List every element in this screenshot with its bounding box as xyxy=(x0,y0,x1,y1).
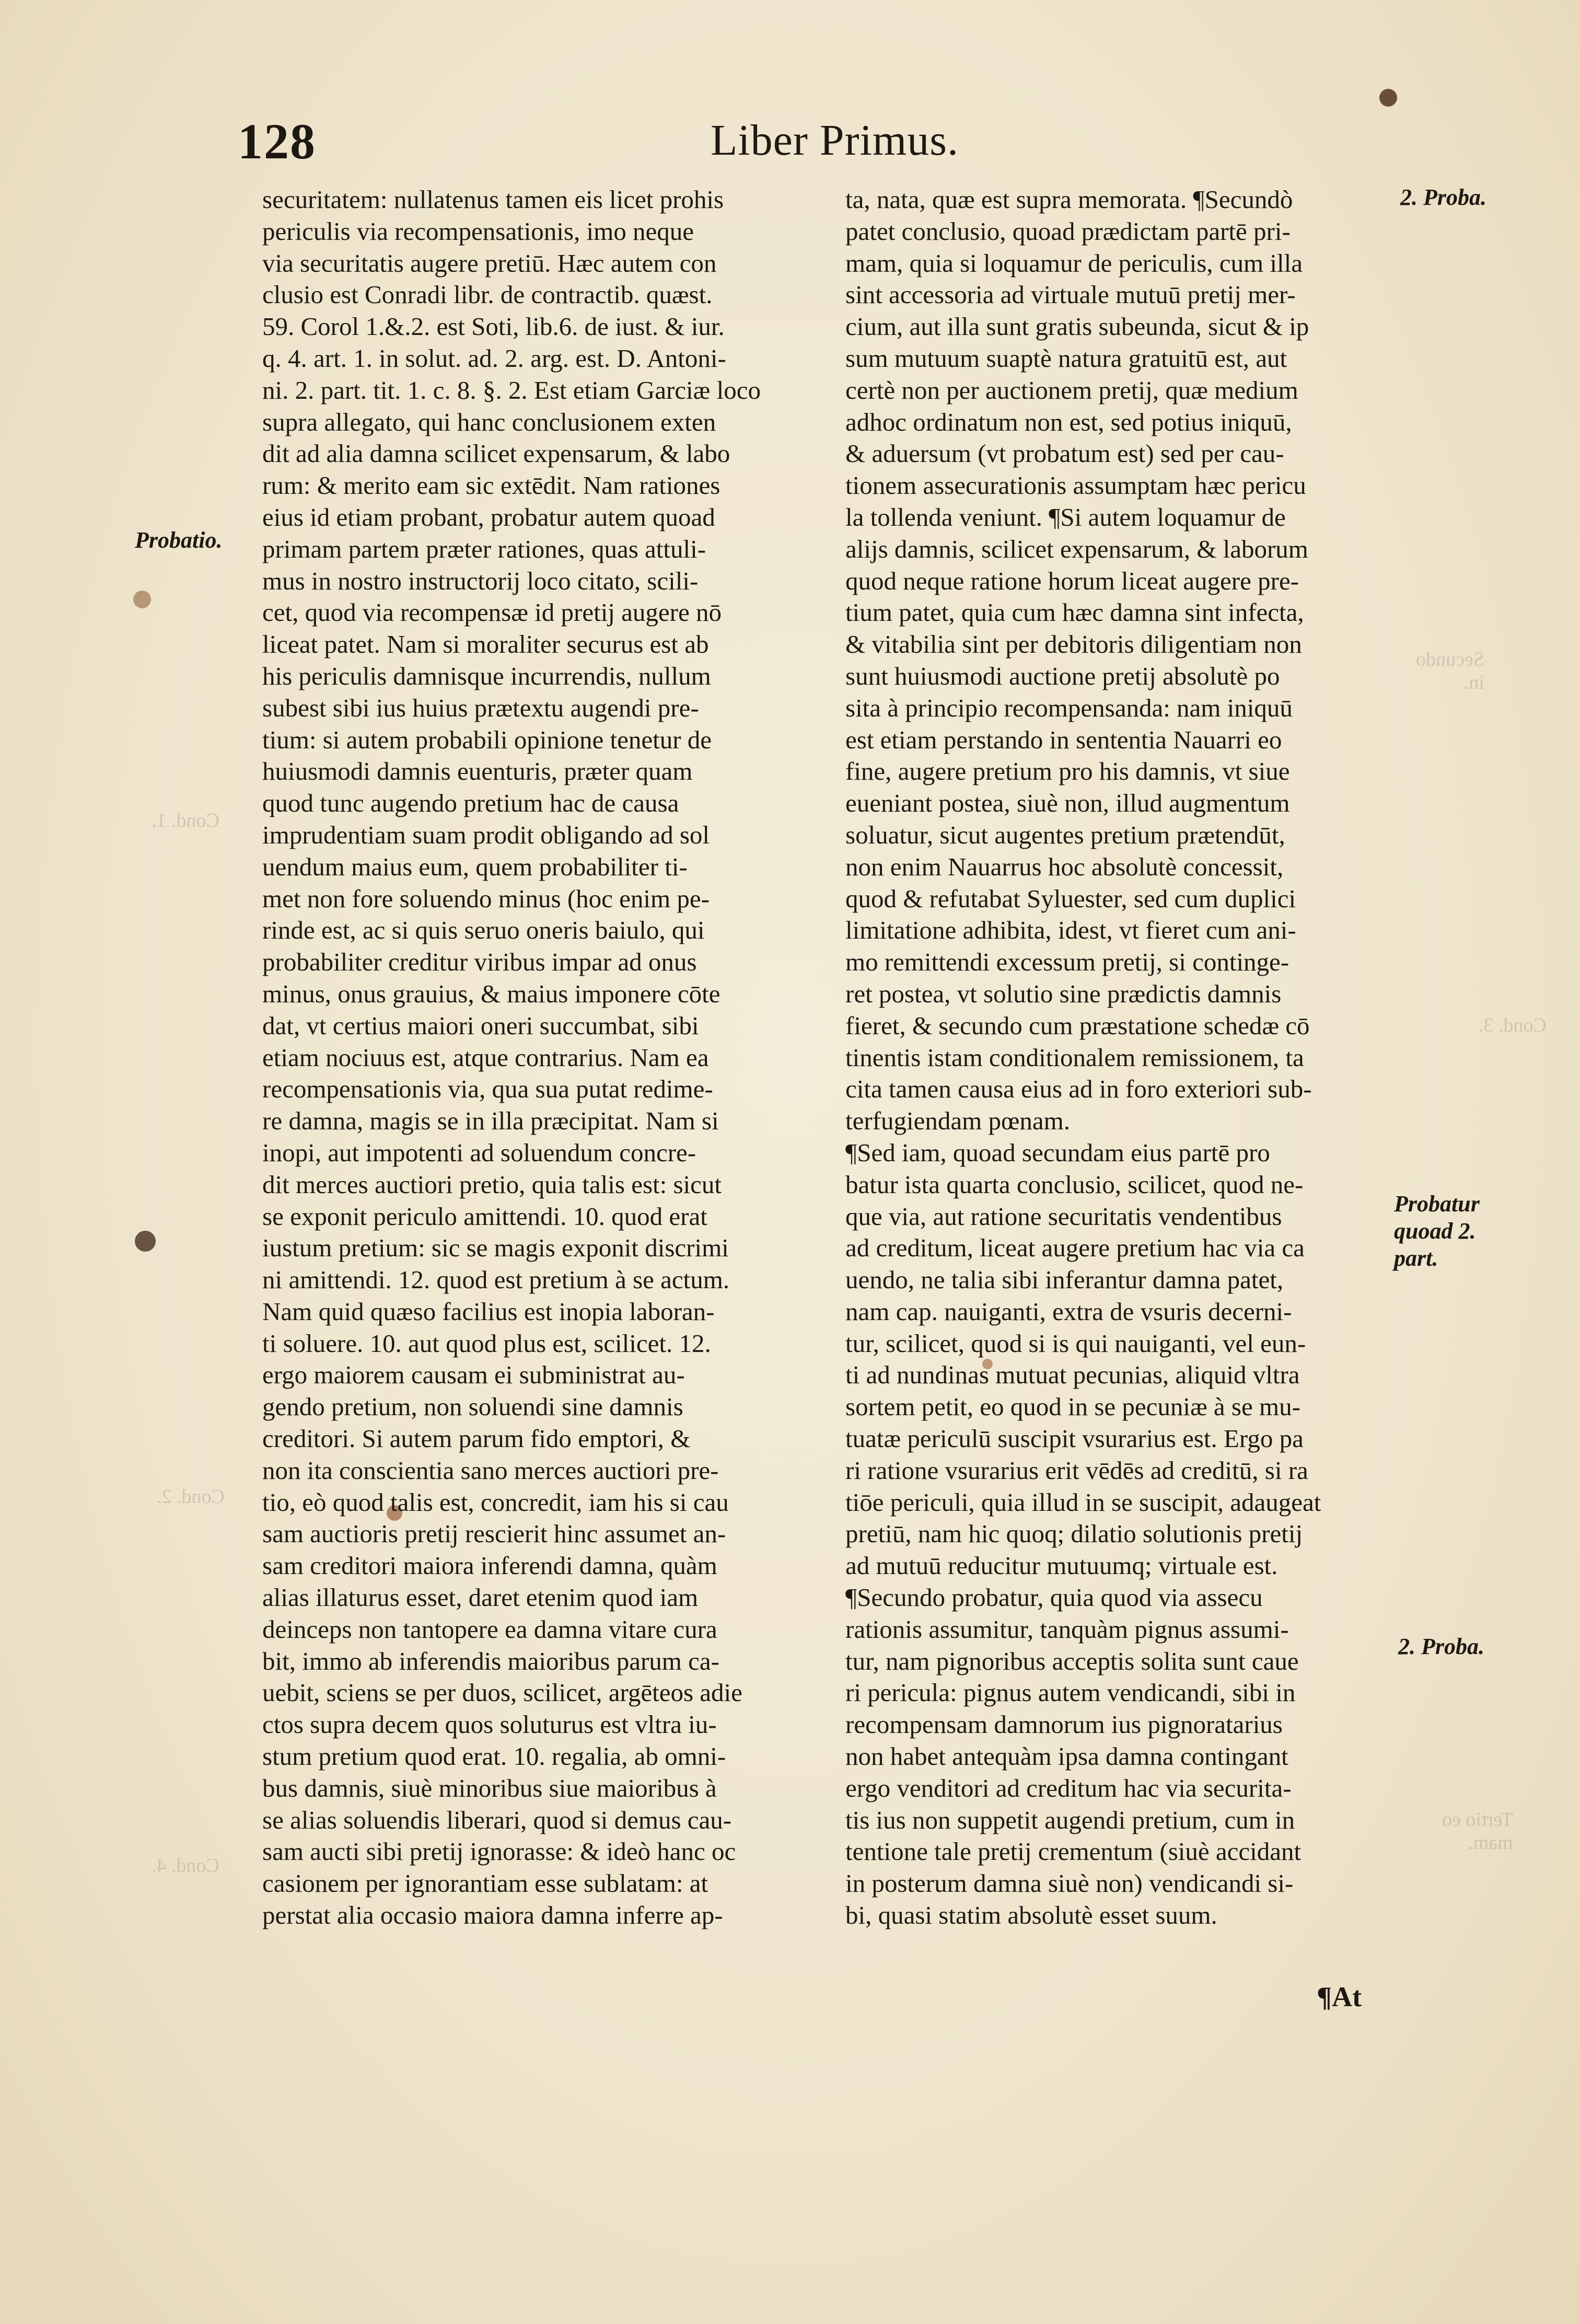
text-line: mus in nostro instructorij loco citato, scili- xyxy=(262,566,699,595)
text-line: se alias soluendis liberari, quod si demus cau- xyxy=(262,1805,732,1834)
text-line: re damna, magis se in illa præcipitat. Nam si xyxy=(262,1106,719,1136)
text-line: sam creditori maiora inferendi damna, quàm xyxy=(262,1551,717,1580)
text-line: est etiam perstando in sententia Nauarri eo xyxy=(845,725,1282,754)
text-line: tio, eò quod talis est, concredit, iam his si cau xyxy=(262,1487,729,1517)
text-line: inopi, aut impotenti ad soluendum concre- xyxy=(262,1138,696,1167)
text-line: ri pericula: pignus autem vendicandi, sibi in xyxy=(845,1678,1296,1707)
text-line: terfugiendam pœnam. xyxy=(845,1106,1070,1136)
text-line: pretiū, nam hic quoq; dilatio solutionis pretij xyxy=(845,1519,1303,1548)
text-line: tis ius non suppetit augendi pretium, cum in xyxy=(845,1805,1295,1834)
text-line: quod neque ratione horum liceat augere pre- xyxy=(845,566,1299,595)
text-line: non enim Nauarrus hoc absolutè concessit, xyxy=(845,852,1284,881)
text-line: deinceps non tantopere ea damna vitare cura xyxy=(262,1614,717,1644)
text-line: & aduersum (vt probatum est) sed per cau- xyxy=(845,439,1284,468)
text-line: sortem petit, eo quod in se pecuniæ à se mu- xyxy=(845,1392,1300,1421)
text-line: dit ad alia damna scilicet expensarum, & labo xyxy=(262,439,730,468)
left-text-column xyxy=(262,184,806,1932)
text-line: tium: si autem probabili opinione tenetur de xyxy=(262,725,712,754)
text-line: dit merces auctiori pretio, quia talis est: sicut xyxy=(262,1170,722,1199)
text-line: tuatæ periculū suscipit vsurarius est. Ergo pa xyxy=(845,1424,1304,1453)
text-line: ergo venditori ad creditum hac via securita- xyxy=(845,1773,1292,1802)
text-line: eueniant postea, siuè non, illud augmentum xyxy=(845,789,1290,818)
text-line: ad mutuū reducitur mutuumq; virtuale est. xyxy=(845,1551,1278,1580)
text-line: tionem assecurationis assumptam hæc pericu xyxy=(845,471,1306,500)
text-line: bi, quasi statim absolutè esset suum. xyxy=(845,1901,1217,1930)
text-line: la tollenda veniunt. ¶Si autem loquamur de xyxy=(845,502,1286,531)
text-line: non habet antequàm ipsa damna contingant xyxy=(845,1742,1288,1771)
text-line: liceat patet. Nam si moraliter securus est ab xyxy=(262,630,709,659)
text-line: subest sibi ius huius prætextu augendi pre- xyxy=(262,693,699,722)
text-line: iustum pretium: sic se magis exponit discrimi xyxy=(262,1233,729,1263)
text-line: clusio est Conradi libr. de contractib. quæst. xyxy=(262,280,713,309)
text-line: ¶Secundo probatur, quia quod via assecu xyxy=(845,1583,1263,1612)
text-line: nam cap. nauiganti, extra de vsuris decerni- xyxy=(845,1297,1292,1326)
show-through-cond-4: Cond. 4. xyxy=(152,1855,219,1877)
text-line: tur, nam pignoribus acceptis solita sunt caue xyxy=(845,1646,1299,1675)
text-line: cium, aut illa sunt gratis subeunda, sicut & ip xyxy=(845,312,1309,341)
text-line: sum mutuum suaptè natura gratuitū est, aut xyxy=(845,343,1287,373)
text-line: recompensam damnorum ius pignoratarius xyxy=(845,1710,1283,1739)
text-line: his periculis damnisque incurrendis, nullum xyxy=(262,661,711,690)
text-line: sam auctioris pretij rescierit hinc assumet an- xyxy=(262,1519,726,1548)
text-line: mam, quia si loquamur de periculis, cum illa xyxy=(845,248,1303,278)
text-line: huiusmodi damnis euenturis, præter quam xyxy=(262,757,693,786)
show-through-right-1: Secundo in. xyxy=(1416,649,1484,693)
text-line: via securitatis augere pretiū. Hæc autem con xyxy=(262,248,717,278)
text-line: uendo, ne talia sibi inferantur damna patet, xyxy=(845,1265,1284,1294)
text-line: quod & refutabat Syluester, sed cum duplici xyxy=(845,884,1296,913)
text-line: minus, onus grauius, & maius imponere cōte xyxy=(262,979,721,1008)
text-line: rinde est, ac si quis seruo oneris baiulo, qui xyxy=(262,916,705,945)
text-line: tium patet, quia cum hæc damna sint infecta, xyxy=(845,598,1304,627)
text-line: 59. Corol 1.&.2. est Soti, lib.6. de iust. & iur. xyxy=(262,312,725,341)
text-line: sint accessoria ad virtuale mutuū pretij mer- xyxy=(845,280,1296,309)
text-line: adhoc ordinatum non est, sed potius iniquū, xyxy=(845,407,1292,436)
text-line: perstat alia occasio maiora damna inferre ap- xyxy=(262,1901,723,1930)
text-line: fine, augere pretium pro his damnis, vt siue xyxy=(845,757,1290,786)
text-line: sam aucti sibi pretij ignorasse: & ideò hanc oc xyxy=(262,1837,736,1866)
text-line: non ita conscientia sano merces auctiori pre- xyxy=(262,1455,719,1485)
text-line: uendum maius eum, quem probabiliter ti- xyxy=(262,852,688,881)
text-line: Nam quid quæso facilius est inopia laboran- xyxy=(262,1297,715,1326)
text-line: probabiliter creditur viribus impar ad onus xyxy=(262,947,697,977)
foxing-stain xyxy=(133,591,151,608)
show-through-cond-1: Cond. 1. xyxy=(152,810,219,831)
text-line: dat, vt certius maiori oneri succumbat, sibi xyxy=(262,1011,699,1040)
text-line: stum pretium quod erat. 10. regalia, ab omni- xyxy=(262,1742,726,1771)
text-line: cita tamen causa eius ad in foro exteriori sub- xyxy=(845,1074,1312,1104)
text-line: periculis via recompensationis, imo neque xyxy=(262,216,694,246)
text-line: casionem per ignorantiam esse sublatam: at xyxy=(262,1869,708,1898)
text-line: ni. 2. part. tit. 1. c. 8. §. 2. Est etiam Garciæ loco xyxy=(262,375,761,404)
text-line: ctos supra decem quos soluturus est vltra iu- xyxy=(262,1710,717,1739)
show-through-cond-3: Cond. 3. xyxy=(1479,1014,1547,1036)
text-line: rum: & merito eam sic extēdit. Nam rationes xyxy=(262,471,721,500)
foxing-stain xyxy=(135,1231,156,1252)
text-line: mo remittendi excessum pretij, si continge- xyxy=(845,947,1289,977)
margin-note-2-proba-bottom: 2. Proba. xyxy=(1398,1634,1484,1659)
margin-note-probatur-quoad-2-part: Probatur quoad 2. part. xyxy=(1394,1191,1480,1271)
text-line: que via, aut ratione securitatis vendentibus xyxy=(845,1201,1282,1231)
text-line: & vitabilia sint per debitoris diligentiam non xyxy=(845,630,1302,659)
show-through-cond-2: Cond. 2. xyxy=(157,1486,225,1508)
text-line: rationis assumitur, tanquàm pignus assumi- xyxy=(845,1614,1289,1644)
text-line: ta, nata, quæ est supra memorata. ¶Secundò xyxy=(845,185,1293,214)
text-line: uebit, sciens se per duos, scilicet, argēteos adie xyxy=(262,1678,742,1707)
text-line: tinentis istam conditionalem remissionem, ta xyxy=(845,1043,1304,1072)
margin-note-2-proba-top: 2. Proba. xyxy=(1400,184,1486,210)
text-line: gendo pretium, non soluendi sine damnis xyxy=(262,1392,683,1421)
text-line: eius id etiam probant, probatur autem quoad xyxy=(262,502,715,531)
text-line: tentione tale pretij crementum (siuè accidant xyxy=(845,1837,1302,1866)
text-line: creditori. Si autem parum fido emptori, & xyxy=(262,1424,691,1453)
text-line: ti soluere. 10. aut quod plus est, scilicet. 12. xyxy=(262,1328,711,1358)
text-line: ri ratione vsurarius erit vēdēs ad creditū, si ra xyxy=(845,1455,1308,1485)
text-line: alias illaturus esset, daret etenim quod iam xyxy=(262,1583,699,1612)
text-line: patet conclusio, quoad prædictam partē pri- xyxy=(845,216,1291,246)
text-line: limitatione adhibita, idest, vt fieret cum ani- xyxy=(845,916,1296,945)
text-line: primam partem præter rationes, quas attuli- xyxy=(262,534,706,563)
text-line: tiōe periculi, quia illud in se suscipit, adaugeat xyxy=(845,1487,1321,1517)
right-text-column xyxy=(845,184,1389,1932)
text-line: q. 4. art. 1. in solut. ad. 2. arg. est. D. Antoni- xyxy=(262,343,726,373)
text-line: fieret, & secundo cum præstatione schedæ cō xyxy=(845,1011,1310,1040)
text-line: ni amittendi. 12. quod est pretium à se actum. xyxy=(262,1265,730,1294)
text-line: alijs damnis, scilicet expensarum, & laborum xyxy=(845,534,1308,563)
text-line: sita à principio recompensanda: nam iniquū xyxy=(845,693,1293,722)
foxing-stain xyxy=(1379,89,1397,107)
running-head: Liber Primus. xyxy=(711,116,959,165)
text-line: sunt huiusmodi auctione pretij absolutè po xyxy=(845,661,1280,690)
text-line: tur, scilicet, quod si is qui nauiganti, vel eun- xyxy=(845,1328,1306,1358)
text-line: se exponit periculo amittendi. 10. quod erat xyxy=(262,1201,707,1231)
text-line: ret postea, vt solutio sine prædictis damnis xyxy=(845,979,1282,1008)
text-line: certè non per auctionem pretij, quæ medium xyxy=(845,375,1298,404)
text-line: in posterum damna siuè non) vendicandi si- xyxy=(845,1869,1294,1898)
text-line: supra allegato, qui hanc conclusionem exten xyxy=(262,407,716,436)
text-line: bit, immo ab inferendis maioribus parum ca- xyxy=(262,1646,719,1675)
text-line: ¶Sed iam, quoad secundam eius partē pro xyxy=(845,1138,1270,1167)
text-line: bus damnis, siuè minoribus siue maioribus à xyxy=(262,1773,717,1802)
text-line: ad creditum, liceat augere pretium hac via ca xyxy=(845,1233,1305,1263)
text-line: ti ad nundinas mutuat pecunias, aliquid vltra xyxy=(845,1360,1300,1390)
catchword: ¶At xyxy=(1317,1981,1362,2013)
text-line: met non fore soluendo minus (hoc enim pe- xyxy=(262,884,710,913)
folio-number: 128 xyxy=(238,113,316,169)
text-line: soluatur, sicut augentes pretium prætendūt, xyxy=(845,820,1285,849)
text-line: quod tunc augendo pretium hac de causa xyxy=(262,789,679,818)
text-line: recompensationis via, qua sua putat redime- xyxy=(262,1074,713,1104)
text-line: securitatem: nullatenus tamen eis licet prohis xyxy=(262,185,724,214)
show-through-right-3: Tertio eo mam. xyxy=(1442,1809,1513,1854)
text-line: ergo maiorem causam ei subministrat au- xyxy=(262,1360,685,1390)
text-line: batur ista quarta conclusio, scilicet, quod ne- xyxy=(845,1170,1304,1199)
text-line: cet, quod via recompensæ id pretij augere nō xyxy=(262,598,722,627)
margin-note-probatio: Probatio. xyxy=(135,527,223,553)
text-line: etiam nociuus est, atque contrarius. Nam ea xyxy=(262,1043,709,1072)
text-line: imprudentiam suam prodit obligando ad sol xyxy=(262,820,710,849)
